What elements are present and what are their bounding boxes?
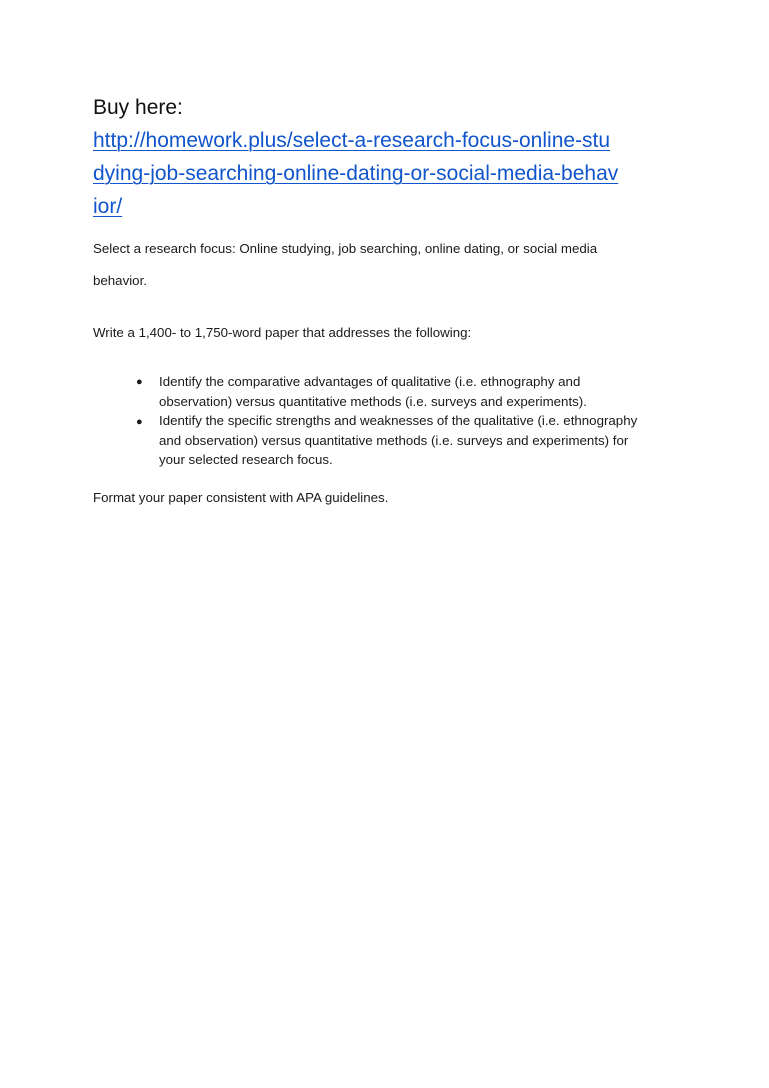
purchase-link-line-3[interactable]: ior/ xyxy=(93,195,123,218)
bullet-1-line-2: observation) versus quantitative methods (i.e. surveys and experiments). xyxy=(159,393,587,409)
bullet-2-line-1: Identify the specific strengths and weaknesses of the qualitative (i.e. ethnography xyxy=(159,413,638,428)
bullet-icon: ● xyxy=(136,416,143,428)
assignment-intro: Write a 1,400- to 1,750-word paper that addresses the following: xyxy=(93,325,472,340)
bullet-2-line-3: your selected research focus. xyxy=(159,452,333,467)
buy-here-heading: Buy here: xyxy=(93,96,183,119)
purchase-link-line-2[interactable]: dying-job-searching-online-dating-or-social-media-behav xyxy=(93,162,619,185)
bullet-1-line-1: Identify the comparative advantages of qualitative (i.e. ethnography and xyxy=(159,374,581,389)
bullet-2-line-2: and observation) versus quantitative methods (i.e. surveys and experiments) for xyxy=(159,432,629,448)
bullet-icon: ● xyxy=(136,376,143,388)
format-note: Format your paper consistent with APA guidelines. xyxy=(93,490,389,505)
purchase-link-line-1[interactable]: http://homework.plus/select-a-research-focus-online-stu xyxy=(93,129,611,152)
research-focus-line-2: behavior. xyxy=(93,273,147,288)
research-focus-line-1: Select a research focus: Online studying, job searching, online dating, or social media xyxy=(93,241,598,256)
